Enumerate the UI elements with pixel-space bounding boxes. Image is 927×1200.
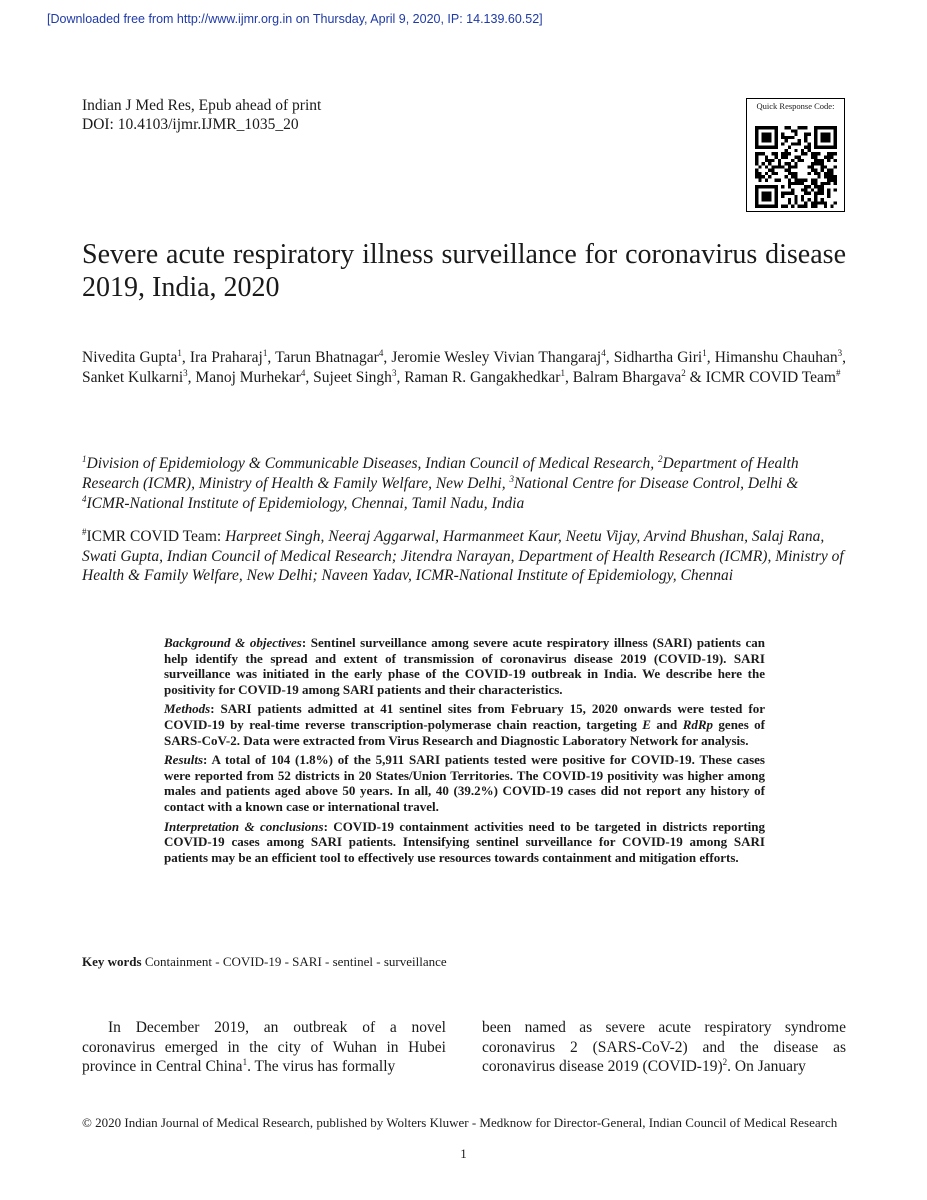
page-number: 1 bbox=[460, 1146, 467, 1161]
keywords-list: Containment - COVID-19 - SARI - sentinel - surveillance bbox=[141, 954, 447, 969]
team-label: ICMR COVID Team: bbox=[86, 528, 226, 545]
team-members: Harpreet Singh, Neeraj Aggarwal, Harmanmeet Kaur, Neetu Vijay, Arvind Bhushan, Salaj Rana, Swati Gupta, Indian Council of Medical Research; Jitendra Narayan, Department of Health Research (ICMR), Ministry of Health & Family Welfare, New Delhi; Naveen Yadav, ICMR-National Institute of Epidemiology, Chennai bbox=[82, 528, 844, 584]
journal-citation bbox=[82, 96, 321, 134]
author[interactable]: Jeromie Wesley Vivian Thangaraj$^4$ bbox=[391, 347, 606, 366]
author[interactable]: Sujeet Singh$^3$ bbox=[313, 367, 397, 386]
abstract-results: Results: A total of 104 (1.8%) of the 5,911 SARI patients tested were positive for COVID-19. These cases were reported from 52 districts in 20 States/Union Territories. The COVID-19 positivity was higher among males and patients aged above 50 years. In all, 40 (39.2%) COVID-19 cases did not report any history of contact with a known case or international travel. bbox=[164, 752, 765, 814]
author[interactable]: Raman R. Gangakhedkar$^1$ bbox=[404, 367, 565, 386]
doi[interactable]: DOI: 10.4103/ijmr.IJMR_1035_20 bbox=[82, 116, 299, 133]
qr-code-box bbox=[746, 98, 845, 212]
copyright-notice: © 2020 Indian Journal of Medical Research, published by Wolters Kluwer - Medknow for Director-General, Indian Council of Medical Research bbox=[82, 1115, 838, 1130]
author[interactable]: Nivedita Gupta$^1$ bbox=[82, 347, 182, 366]
author[interactable]: Ira Praharaj$^1$ bbox=[189, 347, 268, 366]
download-banner: [Downloaded free from http://www.ijmr.org.in on Thursday, April 9, 2020, IP: 14.139.60.52] bbox=[47, 12, 543, 26]
author[interactable]: Himanshu Chauhan$^3$ bbox=[714, 347, 843, 366]
author[interactable]: Sidhartha Giri$^1$ bbox=[613, 347, 707, 366]
icmr-covid-team: #ICMR COVID Team: Harpreet Singh, Neeraj Aggarwal, Harmanmeet Kaur, Neetu Vijay, Arvind Bhushan, Salaj Rana, Swati Gupta, Indian Council of Medical Research; Jitendra Narayan, Department of Health Research (ICMR), Ministry of Health & Family Welfare, New Delhi; Naveen Yadav, ICMR-National Institute of Epidemiology, Chennai bbox=[82, 526, 844, 584]
author[interactable]: Manoj Murhekar$^4$ bbox=[195, 367, 306, 386]
abstract-interpretation: Interpretation & conclusions: COVID-19 containment activities need to be targeted in districts reporting COVID-19 cases among SARI patients. Intensifying sentinel surveillance for COVID-19 among SARI patients may be an efficient tool to effectively use resources towards containment and mitigation efforts. bbox=[164, 818, 766, 865]
keywords-label: Key words bbox=[82, 954, 142, 969]
abstract bbox=[164, 635, 765, 869]
affiliations: $^1$Division of Epidemiology & Communicable Diseases, Indian Council of Medical Research, $^2$Department of Health Research (ICMR), Ministry of Health & Family Welfare, New Delhi, $^3$National Centre for Disease Control, Delhi & $^4$ICMR-National Institute of Epidemiology, Chennai, Tamil Nadu, India bbox=[82, 453, 799, 512]
author[interactable]: Tarun Bhatnagar$^4$ bbox=[275, 347, 384, 366]
keywords bbox=[82, 954, 447, 970]
body-column-right: been named as severe acute respiratory syndrome coronavirus 2 (SARS-CoV-2) and the disease as coronavirus disease 2019 (COVID-19)$^2$. On January bbox=[482, 1019, 846, 1075]
abstract-methods: Methods: SARI patients admitted at 41 sentinel sites from February 15, 2020 onwards were tested for COVID-19 by real-time reverse transcription-polymerase chain reaction, targeting E and RdRp genes of SARS-CoV-2. Data were extracted from Virus Research and Diagnostic Laboratory Network for analysis. bbox=[164, 701, 765, 748]
author-list: Nivedita Gupta$^1$, Ira Praharaj$^1$, Tarun Bhatnagar$^4$, Jeromie Wesley Vivian Thangaraj$^4$, Sidhartha Giri$^1$, Himanshu Chauhan$^3$, Sanket Kulkarni$^3$, Manoj Murhekar$^4$, Sujeet Singh$^3$, Raman R. Gangakhedkar$^1$, Balram Bhargava$^2$ & ICMR COVID Team# bbox=[82, 347, 847, 386]
article-title: Severe acute respiratory illness surveillance for coronavirus disease 2019, India, 2020 bbox=[82, 239, 846, 303]
author[interactable]: ICMR COVID Team# bbox=[705, 367, 841, 386]
body-column-left: In December 2019, an outbreak of a novel coronavirus emerged in the city of Wuhan in Hubei province in Central China$^1$. The virus has formally bbox=[82, 1019, 446, 1075]
author[interactable]: Balram Bhargava$^2$ bbox=[572, 367, 686, 386]
author[interactable]: Sanket Kulkarni$^3$ bbox=[82, 367, 188, 386]
journal-name: Indian J Med Res, Epub ahead of print bbox=[82, 97, 322, 114]
abstract-background: Background & objectives: Sentinel surveillance among severe acute respiratory illness (SARI) patients can help identify the spread and extent of transmission of coronavirus disease 2019 (COVID-19). SARI surveillance was initiated in the early phase of the COVID-19 outbreak in India. We describe here the positivity for COVID-19 among SARI patients and their characteristics. bbox=[164, 635, 766, 697]
qr-label: Quick Response Code: bbox=[756, 101, 835, 111]
qr-code-icon bbox=[755, 126, 837, 208]
